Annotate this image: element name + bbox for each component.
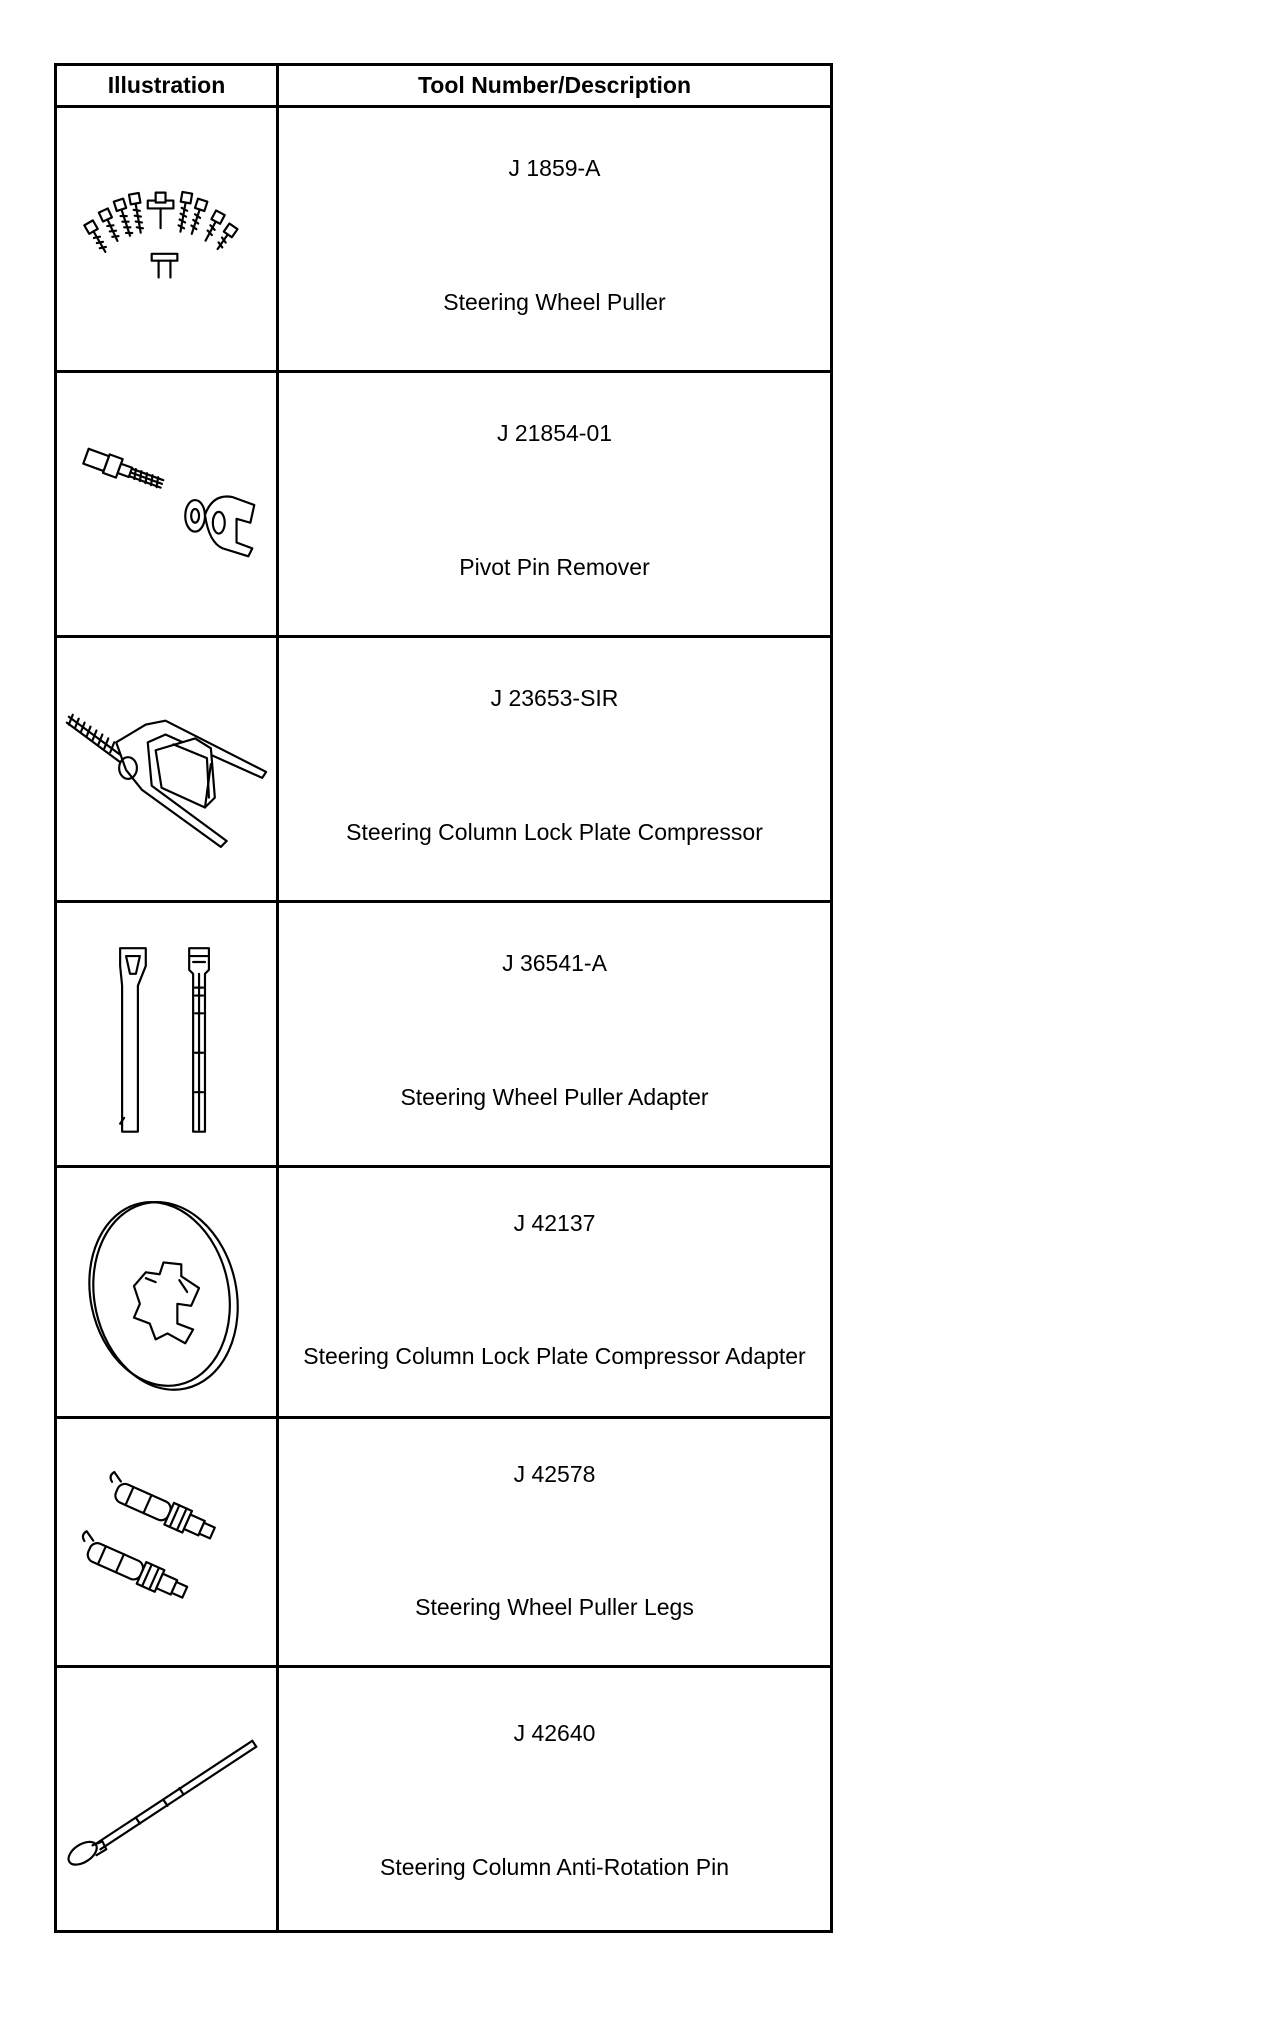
steering-wheel-puller-icon bbox=[57, 108, 276, 370]
illustration-cell bbox=[56, 107, 278, 372]
tool-description: Steering Wheel Puller Legs bbox=[415, 1594, 694, 1620]
illustration-cell bbox=[56, 637, 278, 902]
tool-number: J 23653-SIR bbox=[490, 685, 619, 711]
illustration-cell bbox=[56, 1418, 278, 1667]
table-row bbox=[56, 1418, 832, 1667]
table-row bbox=[56, 372, 832, 637]
tool-description: Steering Column Anti-Rotation Pin bbox=[379, 1854, 730, 1880]
tool-number: J 1859-A bbox=[508, 155, 601, 181]
tool-description: Steering Column Lock Plate Compressor Adapter bbox=[303, 1343, 806, 1369]
table-row bbox=[56, 902, 832, 1167]
table-row bbox=[56, 637, 832, 902]
tool-cell bbox=[278, 637, 832, 902]
tool-description: Steering Wheel Puller bbox=[443, 289, 666, 315]
illustration-cell bbox=[56, 372, 278, 637]
tool-cell bbox=[278, 902, 832, 1167]
table-row bbox=[56, 1667, 832, 1932]
tool-cell bbox=[278, 1418, 832, 1667]
tool-cell bbox=[278, 372, 832, 637]
tool-header: Tool Number/Description bbox=[278, 65, 832, 107]
tool-cell bbox=[278, 1167, 832, 1418]
special-tools-table bbox=[54, 63, 833, 1933]
tool-description: Pivot Pin Remover bbox=[459, 554, 650, 580]
tool-number: J 42640 bbox=[513, 1720, 596, 1746]
anti-rotation-pin-icon bbox=[57, 1668, 276, 1930]
tool-number: J 36541-A bbox=[502, 950, 607, 976]
illustration-cell bbox=[56, 1667, 278, 1932]
puller-legs-icon bbox=[57, 1419, 276, 1665]
pivot-pin-remover-icon bbox=[57, 373, 276, 635]
puller-adapter-icon bbox=[57, 903, 276, 1165]
compressor-adapter-icon bbox=[57, 1168, 276, 1416]
illustration-header: Illustration bbox=[56, 65, 278, 107]
tool-description: Steering Column Lock Plate Compressor bbox=[346, 819, 763, 845]
tool-number: J 42137 bbox=[513, 1210, 596, 1236]
table-row bbox=[56, 107, 832, 372]
illustration-cell bbox=[56, 902, 278, 1167]
tool-number: J 21854-01 bbox=[496, 420, 613, 446]
lock-plate-compressor-icon bbox=[57, 638, 276, 900]
illustration-cell bbox=[56, 1167, 278, 1418]
tool-cell bbox=[278, 107, 832, 372]
header-row bbox=[56, 65, 832, 107]
tool-description: Steering Wheel Puller Adapter bbox=[400, 1084, 709, 1110]
tool-cell bbox=[278, 1667, 832, 1932]
table-row bbox=[56, 1167, 832, 1418]
tool-number: J 42578 bbox=[513, 1461, 596, 1487]
